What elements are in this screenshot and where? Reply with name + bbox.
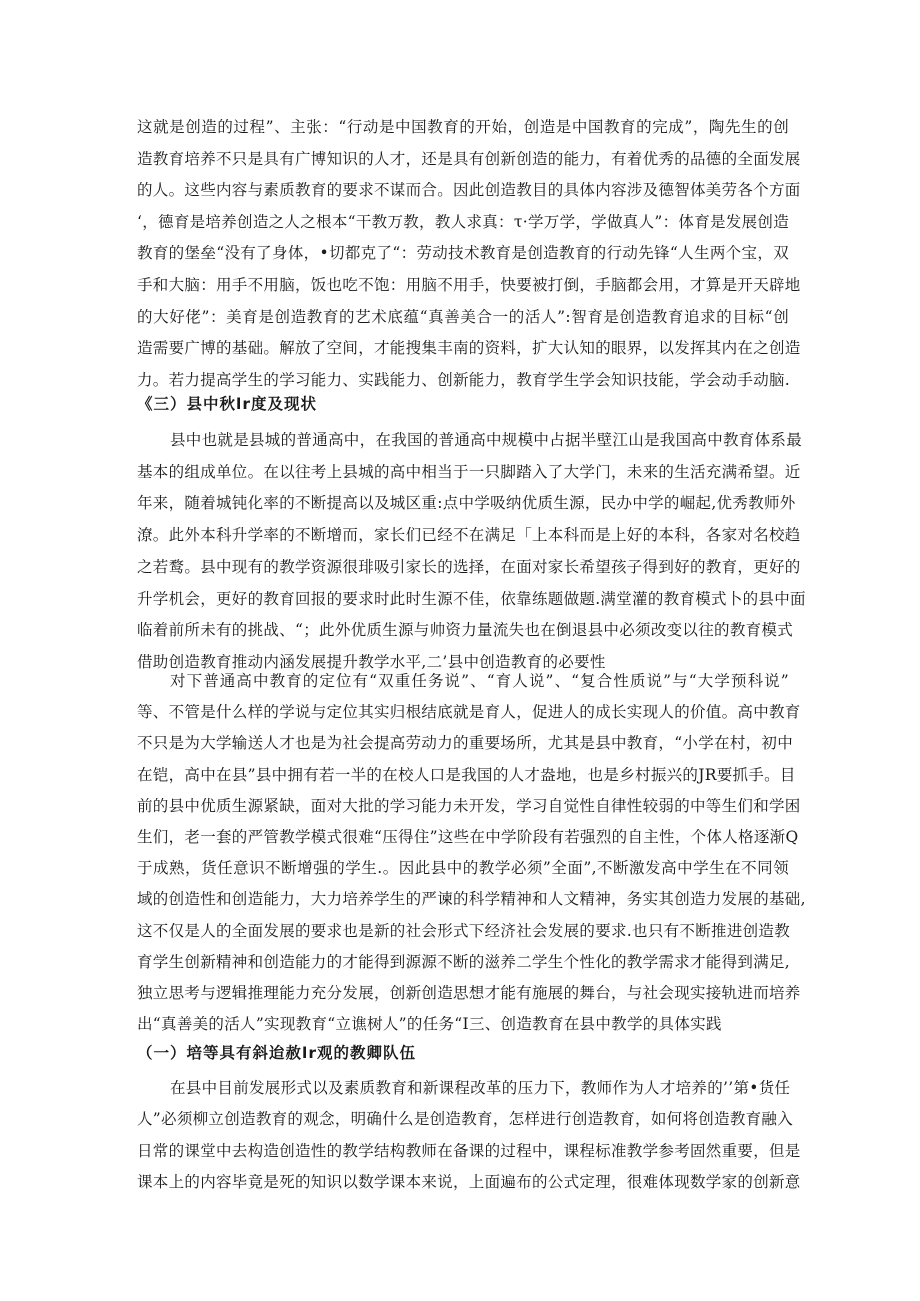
text-line: 之若鹜。县中现有的教学资源很琲吸引家长的选择，在面对家长希望孩子得到好的教育，更好的 bbox=[137, 557, 801, 576]
text-line: 日常的课堂中去构造创造性的教学结构教师在备课的过程中，课程标准教学参考固然重要，但是 bbox=[137, 1141, 801, 1160]
section-heading-3: 《三）县中秋lr度及现状 bbox=[137, 395, 317, 413]
text-line: 出“真善美的活人”实现教育“立谯树人”的任务“I三、创造教育在县中教学的具体实践 bbox=[137, 1015, 722, 1034]
text-line: 手和大脑：用手不用脑，饭也吃不饱：用脑不用手，快要被打倒，手脑都会用，才算是开天辟地 bbox=[137, 276, 801, 294]
text-line: 年来，随着城钝化率的不断提高以及城区重:点中学吸纳优质生源，民办中学的崛起,优秀教师外 bbox=[137, 494, 796, 513]
text-line: 造需要广博的基础。解放了空间，才能搜集丰南的资料，扩大认知的眼界，以发挥其内在之创造 bbox=[137, 339, 801, 358]
text-line: 对下普通高中教育的定位有“双重任务说”、“育人说”、“复合性质说”与“大学预科说” bbox=[170, 672, 789, 690]
text-line: 借助创造教育推动内涵发展提升教学水平,二’县中创造教育的必要性 bbox=[137, 652, 606, 671]
text-line: 在铠，高中在县”县中拥有若一半的在校人口是我国的人才盎地，也是乡村振兴的JR要抓手。目 bbox=[137, 765, 796, 784]
text-line: 临着前所未有的挑战、“；此外优质生源与帅资力量流失也在倒退县中必须改变以往的教育模式 bbox=[137, 621, 794, 640]
text-line: 等、不管是什么样的学说与定位其实归根结底就是育人，促进人的成长实现人的价值。高中教育 bbox=[137, 703, 801, 722]
text-line: 力。若力提高学生的学习能力、实践能力、创新能力，教育学生学会知识技能，学会动手动脑. bbox=[137, 370, 791, 389]
text-line: 独立思考与逻辑推理能力充分发展，创新创造思想才能有施展的舞台，与社会现实接轨进而培养 bbox=[137, 984, 801, 1002]
text-line: 生们，老一套的严管教学模式很难“压得住”这些在中学阶段有若强烈的自主性，个体人格逐渐Q bbox=[137, 828, 799, 846]
text-line: 不只是为大学输送人才也是为社会提高劳动力的重要场所，尤其是县中教育，“小学在村，初中 bbox=[137, 734, 794, 753]
text-line: 课本上的内容毕竟是死的知识以数学课本来说，上面遍布的公式定理，很难体现数学家的创新意 bbox=[137, 1172, 801, 1191]
text-line: 于成熟，货任意识不断增强的学生.。因此县中的教学必须”全面”,不断激发高中学生在不同领 bbox=[137, 859, 789, 878]
text-line: 育学生创新精神和创造能力的才能得到源源不断的滋养二学生个性化的教学需求才能得到满足, bbox=[137, 952, 791, 971]
text-line: 县中也就是县城的普通高中，在我国的普通高中规模中占据半壁江山是我国高中教育体系最 bbox=[170, 431, 803, 449]
text-line: 这不仅是人的全面发展的要求也是新的社会形式下经济社会发展的要求.也只有不断推进创造教 bbox=[137, 921, 791, 940]
text-line: 潦。此外本科升学率的不断增而，家长们已经不在满足「上本科而是上好的本科，各家对名校趋 bbox=[137, 526, 801, 545]
text-line: 基本的组成单位。在以往考上县城的高中相当于一只脚踏入了大学门，未来的生活充满希望。近 bbox=[137, 462, 801, 481]
text-line: 域的创造性和创造能力，大力培养学生的严谏的科学精神和人文精神，务实其创造力发展的基础, bbox=[137, 890, 806, 909]
text-line: ‘，德育是培养创造之人之根本“干教万教，教人求真：τ·学万学，学做真人”：体育是发展创造 bbox=[137, 212, 789, 231]
text-line: 人”必须柳立创造教育的观念，明确什么是创造教育，怎样进行创造教育，如何将创造教育融入 bbox=[137, 1110, 794, 1129]
text-line: 教育的堡垒“没有了身体，•切都克了“：劳动技术教育是创造教育的行动先锋“人生两个宝，双 bbox=[137, 244, 789, 263]
text-line: 的大好佬”：美育是创造教育的艺术底蕴“真善美合一的活人”:智育是创造教育追求的目标“创 bbox=[137, 307, 789, 326]
text-line: 前的县中优质生源紧缺，面对大批的学习能力未开发，学习自觉性自律性较弱的中等生们和学困 bbox=[137, 796, 801, 815]
subsection-heading-1: （一）培等具有斜迨赦lr观的教卿队伍 bbox=[137, 1044, 416, 1062]
text-line: 升学机会，更好的教育回报的要求时此时生源不佳，依靠练题做题.满堂灌的教育模式卜的县中面 bbox=[137, 589, 806, 608]
text-line: 在县中目前发展形式以及素质教育和新课程改革的压力下，教师作为人才培养的’’第•货任 bbox=[170, 1079, 791, 1097]
text-line: 造教育培养不只是具有广博知识的人才，还是具有创新创造的能力，有着优秀的品德的全面发展 bbox=[137, 149, 801, 168]
text-line: 的人。这些内容与素质教育的要求不谋而合。因此创造教目的具体内容涉及德智体美劳各个方面 bbox=[137, 181, 801, 200]
text-line: 这就是创造的过程”、主张：“行动是中国教育的开始，创造是中国教育的完成”，陶先生的创 bbox=[137, 118, 789, 136]
